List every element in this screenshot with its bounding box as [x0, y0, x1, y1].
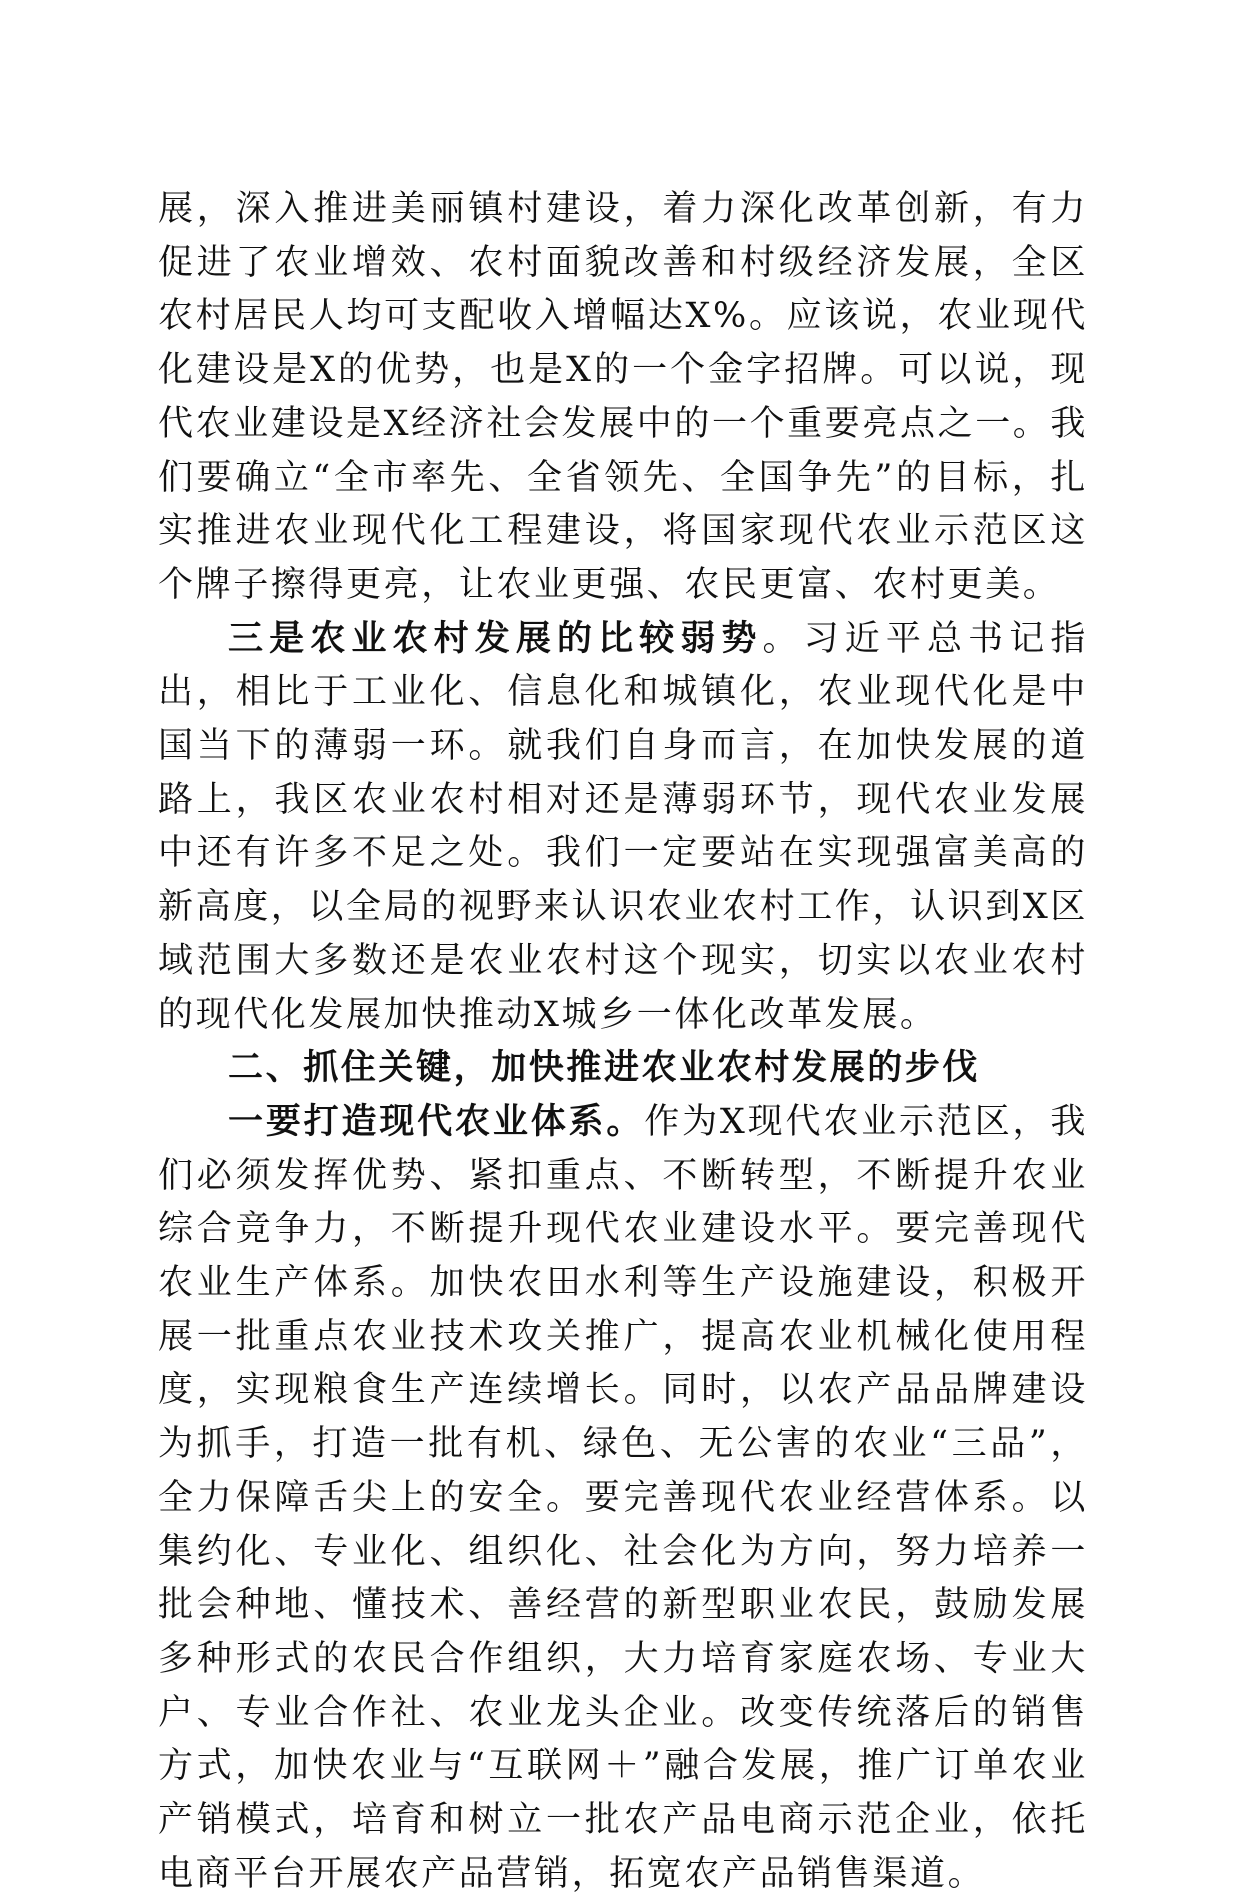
paragraph-text: 作为X现代农业示范区，我们必须发挥优势、紧扣重点、不断转型，不断提升农业综合竞争力，不断提升现代农业建设水平。要完善现代农业生产体系。加快农田水利等生产设施建设，积极开展一批重点农业技术攻关推广，提高农业机械化使用程度，实现粮食生产连续增长。同时，以农产品品牌建设为抓手，打造一批有机、绿色、无公害的农业“三品”，全力保障舌尖上的安全。要完善现代农业经营体系。以集约化、专业化、组织化、社会化为方向，努力培养一批会种地、懂技术、善经营的新型职业农民，鼓励发展多种形式的农民合作组织，大力培育家庭农场、专业大户、专业合作社、农业龙头企业。改变传统落后的销售方式，加快农业与“互联网＋”融合发展，推广订单农业产销模式，培育和树立一批农产品电商示范企业，依托电商平台开展农产品营销，拓宽农产品销售渠道。: [158, 1101, 1088, 1894]
section-heading-text: 二、抓住关键，加快推进农业农村发展的步伐: [228, 1048, 981, 1089]
paragraph-lead-bold: 一要打造现代农业体系。: [228, 1101, 645, 1142]
paragraph-point-three: [158, 613, 1088, 1043]
paragraph-lead-bold: 三是农业农村发展的比较弱势: [228, 618, 763, 659]
section-heading: [158, 1042, 1088, 1096]
paragraph-continued: [158, 183, 1088, 613]
paragraph-text: 。习近平总书记指出，相比于工业化、信息化和城镇化，农业现代化是中国当下的薄弱一环。就我们自身而言，在加快发展的道路上，我区农业农村相对还是薄弱环节，现代农业发展中还有许多不足之处。我们一定要站在实现强富美高的新高度，以全局的视野来认识农业农村工作，认识到X区域范围大多数还是农业农村这个现实，切实以农业农村的现代化发展加快推动X城乡一体化改革发展。: [158, 618, 1088, 1035]
paragraph-point-one: [158, 1096, 1088, 1902]
document-page: [158, 183, 1088, 1902]
paragraph-text: 展，深入推进美丽镇村建设，着力深化改革创新，有力促进了农业增效、农村面貌改善和村级经济发展，全区农村居民人均可支配收入增幅达X%。应该说，农业现代化建设是X的优势，也是X的一个金字招牌。可以说，现代农业建设是X经济社会发展中的一个重要亮点之一。我们要确立“全市率先、全省领先、全国争先”的目标，扎实推进农业现代化工程建设，将国家现代农业示范区这个牌子擦得更亮，让农业更强、农民更富、农村更美。: [158, 189, 1088, 605]
